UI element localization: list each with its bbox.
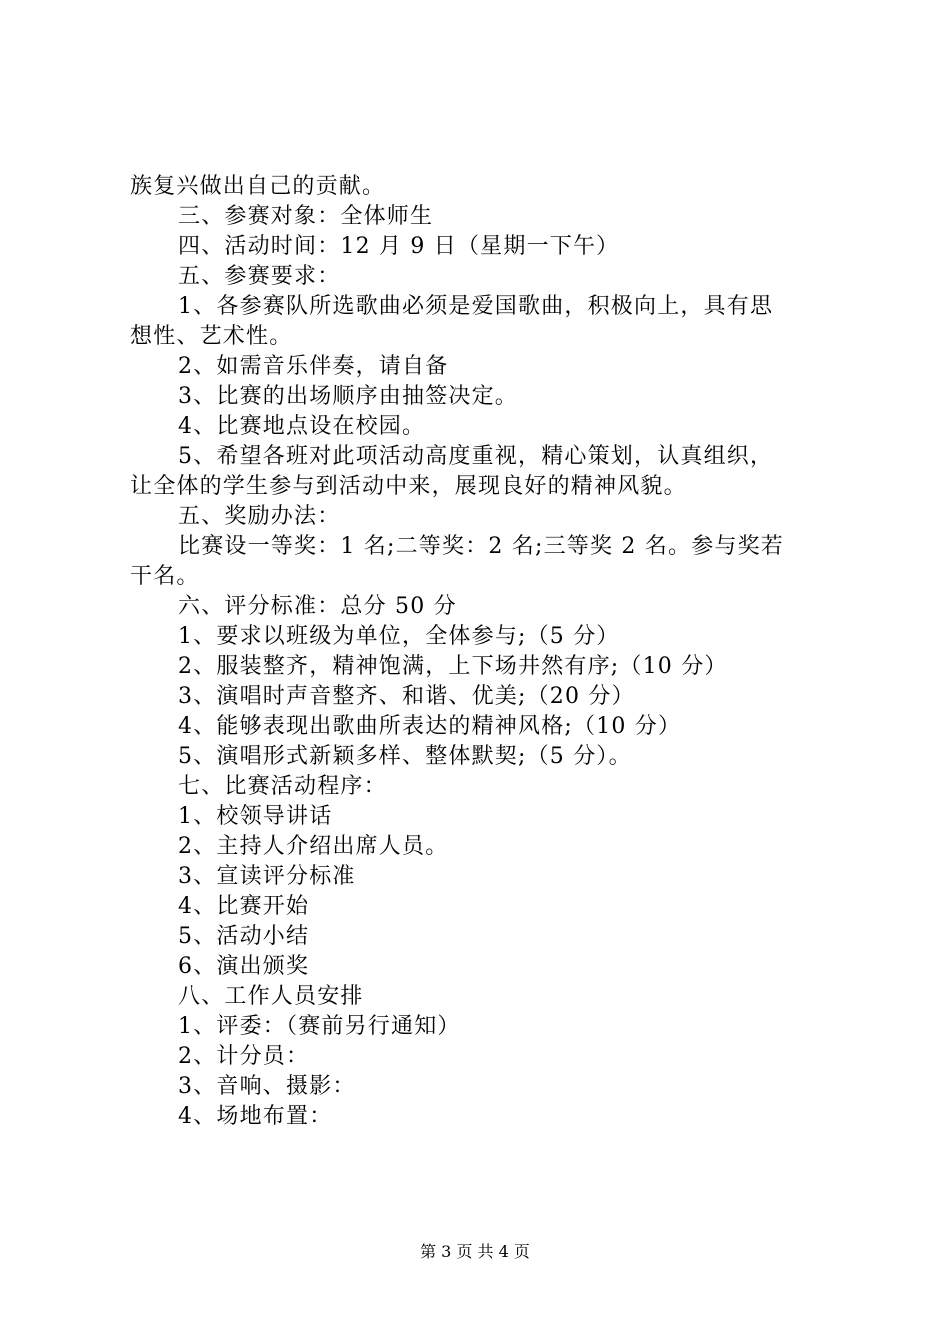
- list-item: 2、如需音乐伴奏，请自备: [178, 354, 449, 379]
- section-heading: 三、参赛对象：全体师生: [178, 204, 434, 229]
- list-item: 1、校领导讲话: [178, 804, 333, 829]
- list-item: 4、比赛开始: [178, 894, 310, 919]
- list-item: 2、服装整齐，精神饱满，上下场井然有序;（10 分）: [178, 654, 728, 679]
- list-item: 1、各参赛队所选歌曲必须是爱国歌曲，积极向上，具有思: [178, 294, 774, 319]
- list-item: 2、计分员：: [178, 1044, 310, 1069]
- list-item: 1、要求以班级为单位，全体参与;（5 分）: [178, 624, 620, 649]
- list-item: 3、宣读评分标准: [178, 864, 356, 889]
- section-heading: 八、工作人员安排: [178, 984, 364, 1009]
- document-body: [130, 172, 832, 1132]
- list-item: 3、演唱时声音整齐、和谐、优美;（20 分）: [178, 684, 635, 709]
- text-line: 想性、艺术性。: [130, 324, 293, 349]
- list-item: 4、场地布置：: [178, 1104, 333, 1129]
- section-heading: 五、参赛要求：: [178, 264, 341, 289]
- list-item: 5、演唱形式新颖多样、整体默契;（5 分）。: [178, 744, 632, 769]
- text-line: 干名。: [130, 564, 200, 589]
- section-heading: 四、活动时间：12 月 9 日（星期一下午）: [178, 234, 620, 259]
- list-item: 6、演出颁奖: [178, 954, 310, 979]
- list-item: 2、主持人介绍出席人员。: [178, 834, 449, 859]
- text-line: 族复兴做出自己的贡献。: [130, 174, 386, 199]
- list-item: 3、音响、摄影：: [178, 1074, 356, 1099]
- list-item: 5、活动小结: [178, 924, 310, 949]
- list-item: 1、评委：（赛前另行通知）: [178, 1014, 461, 1039]
- list-item: 4、能够表现出歌曲所表达的精神风格;（10 分）: [178, 714, 682, 739]
- page-number: 第 3 页 共 4 页: [420, 1242, 530, 1261]
- page-footer: [0, 1242, 950, 1262]
- section-heading: 七、比赛活动程序：: [178, 774, 387, 799]
- section-heading: 六、评分标准：总分 50 分: [178, 594, 457, 619]
- list-item: 4、比赛地点设在校园。: [178, 414, 426, 439]
- section-heading: 五、奖励办法：: [178, 504, 341, 529]
- list-item: 5、希望各班对此项活动高度重视，精心策划，认真组织，: [178, 444, 774, 469]
- text-line: 让全体的学生参与到活动中来，展现良好的精神风貌。: [130, 474, 687, 499]
- paragraph-line: 比赛设一等奖：1 名;二等奖：2 名;三等奖 2 名。参与奖若: [178, 534, 784, 559]
- list-item: 3、比赛的出场顺序由抽签决定。: [178, 384, 518, 409]
